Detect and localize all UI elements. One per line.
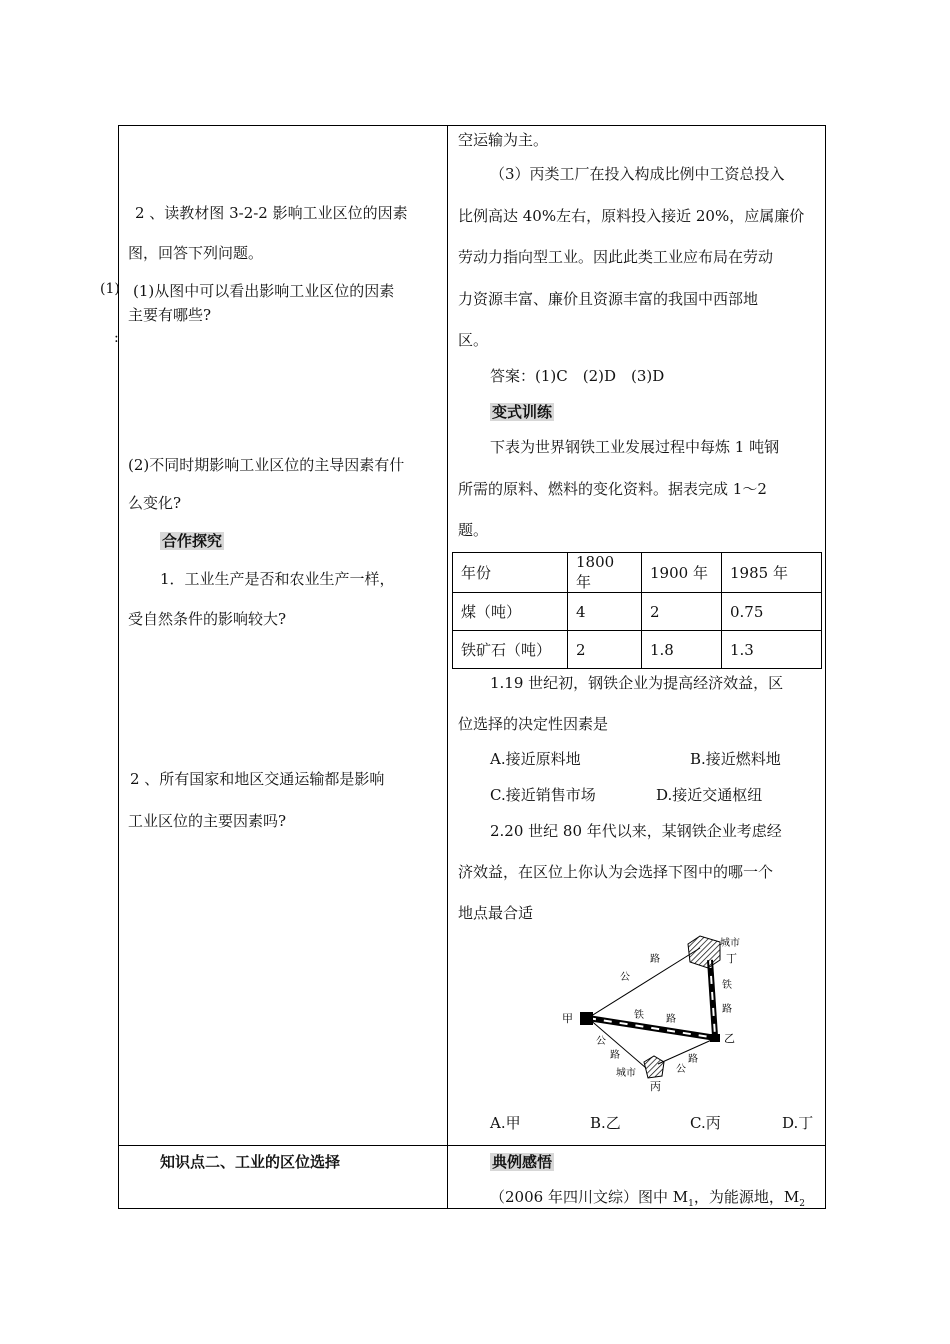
q2-option-d: D.丁: [782, 1114, 814, 1132]
coop2-line1: 2 、所有国家和地区交通运输都是影响: [130, 770, 385, 788]
row-divider: [118, 1145, 826, 1146]
location-map: [558, 930, 788, 1100]
q1-line2: 位选择的决定性因素是: [458, 715, 609, 733]
knowledge-point-2-heading: 知识点二、工业的区位选择: [160, 1153, 341, 1171]
node-yi: [710, 1034, 720, 1042]
road-bing-yi: [658, 1038, 716, 1064]
label-gong-bl: 公: [596, 1036, 606, 1047]
label-lu-right: 路: [722, 1004, 732, 1015]
node-ding-city: [688, 936, 720, 968]
q2a-text-line2: 主要有哪些?: [128, 306, 212, 324]
label-gong-br: 公: [676, 1064, 686, 1075]
coop-heading: 合作探究: [162, 532, 223, 550]
table-cell: 1800 年: [568, 553, 642, 593]
q1-option-b: B.接近燃料地: [690, 750, 781, 768]
example-line: （2006 年四川文综）图中 $M_1$，为能源地，$M_2$: [490, 1188, 805, 1209]
q1-option-d: D.接近交通枢纽: [656, 786, 763, 804]
table-cell: 1.8: [642, 631, 722, 669]
table-row: [453, 553, 822, 593]
label-yi: 乙: [724, 1032, 735, 1045]
q2a-text-line1: (1)从图中可以看出影响工业区位的因素: [133, 282, 395, 300]
table-row: [453, 593, 822, 631]
label-jia: 甲: [562, 1012, 573, 1025]
label-city-bottom: 城市: [616, 1068, 636, 1079]
label-city-top: 城市: [720, 938, 740, 949]
q2-option-a: A.甲: [490, 1114, 521, 1132]
label-bing: 丙: [650, 1080, 661, 1093]
steel-data-table: [452, 552, 822, 669]
para3-line4: 力资源丰富、廉价且资源丰富的我国中西部地: [458, 290, 759, 308]
table-cell: 4: [568, 593, 642, 631]
table-cell: 1900 年: [642, 553, 722, 593]
para3-line1: （3）丙类工厂在投入构成比例中工资总投入: [490, 165, 785, 183]
label-tie-right: 铁: [722, 980, 732, 991]
label-lu-top: 路: [650, 954, 660, 965]
answer-line: 答案：(1)C (2)D (3)D: [490, 367, 665, 385]
q2-text-line1: 2 、读教材图 3-2-2 影响工业区位的因素: [135, 204, 408, 222]
table-cell: 铁矿石（吨）: [453, 631, 568, 669]
table-cell: 年份: [453, 553, 568, 593]
label-lu-bl: 路: [610, 1050, 620, 1061]
node-bing-city: [644, 1056, 664, 1078]
para3-line5: 区。: [458, 331, 489, 349]
table-cell: 1.3: [722, 631, 822, 669]
node-jia: [580, 1012, 593, 1025]
table-row: [453, 631, 822, 669]
q2-line1: 2.20 世纪 80 年代以来，某钢铁企业考虑经: [490, 822, 782, 840]
intro-line2: 所需的原料、燃料的变化资料。据表完成 1～2: [458, 480, 767, 498]
q2-text-line2: 图，回答下列问题。: [128, 244, 264, 262]
para3-line2: 比例高达 40%左右，原料投入接近 20%，应属廉价: [458, 207, 805, 225]
label-lu-br: 路: [688, 1054, 698, 1065]
q2b-text-line1: (2)不同时期影响工业区位的主导因素有什: [128, 456, 405, 474]
q1-option-a: A.接近原料地: [490, 750, 581, 768]
air-transport-line: 空运输为主。: [458, 131, 549, 149]
intro-line3: 题。: [458, 521, 489, 539]
label-tie-mid: 铁: [634, 1010, 644, 1021]
table-cell: 1985 年: [722, 553, 822, 593]
road-jia-ding: [588, 948, 700, 1018]
label-lu-mid: 路: [666, 1014, 676, 1025]
q2b-text-line2: 么变化?: [128, 494, 182, 512]
q2-line2: 济效益，在区位上你认为会选择下图中的哪一个: [458, 863, 774, 881]
coop1-line2: 受自然条件的影响较大?: [128, 610, 287, 628]
q2-option-c: C.丙: [690, 1114, 721, 1132]
coop1-line1: 1．工业生产是否和农业生产一样，: [160, 570, 395, 588]
coop2-line2: 工业区位的主要因素吗?: [128, 812, 287, 830]
intro-line1: 下表为世界钢铁工业发展过程中每炼 1 吨钢: [490, 438, 780, 456]
column-divider: [447, 125, 448, 1209]
q1-line1: 1.19 世纪初，钢铁企业为提高经济效益，区: [490, 674, 784, 692]
table-cell: 2: [568, 631, 642, 669]
variant-training-heading: 变式训练: [492, 403, 553, 421]
margin-number: (1): [100, 281, 120, 297]
q2-line3: 地点最合适: [458, 904, 534, 922]
margin-colon: :: [114, 330, 119, 346]
example-heading: 典例感悟: [492, 1153, 553, 1171]
table-cell: 0.75: [722, 593, 822, 631]
q2-option-b: B.乙: [590, 1114, 621, 1132]
table-cell: 2: [642, 593, 722, 631]
label-ding: 丁: [726, 952, 737, 965]
table-cell: 煤（吨）: [453, 593, 568, 631]
label-gong-top: 公: [620, 972, 630, 983]
para3-line3: 劳动力指向型工业。因此此类工业应布局在劳动: [458, 248, 774, 266]
q1-option-c: C.接近销售市场: [490, 786, 596, 804]
